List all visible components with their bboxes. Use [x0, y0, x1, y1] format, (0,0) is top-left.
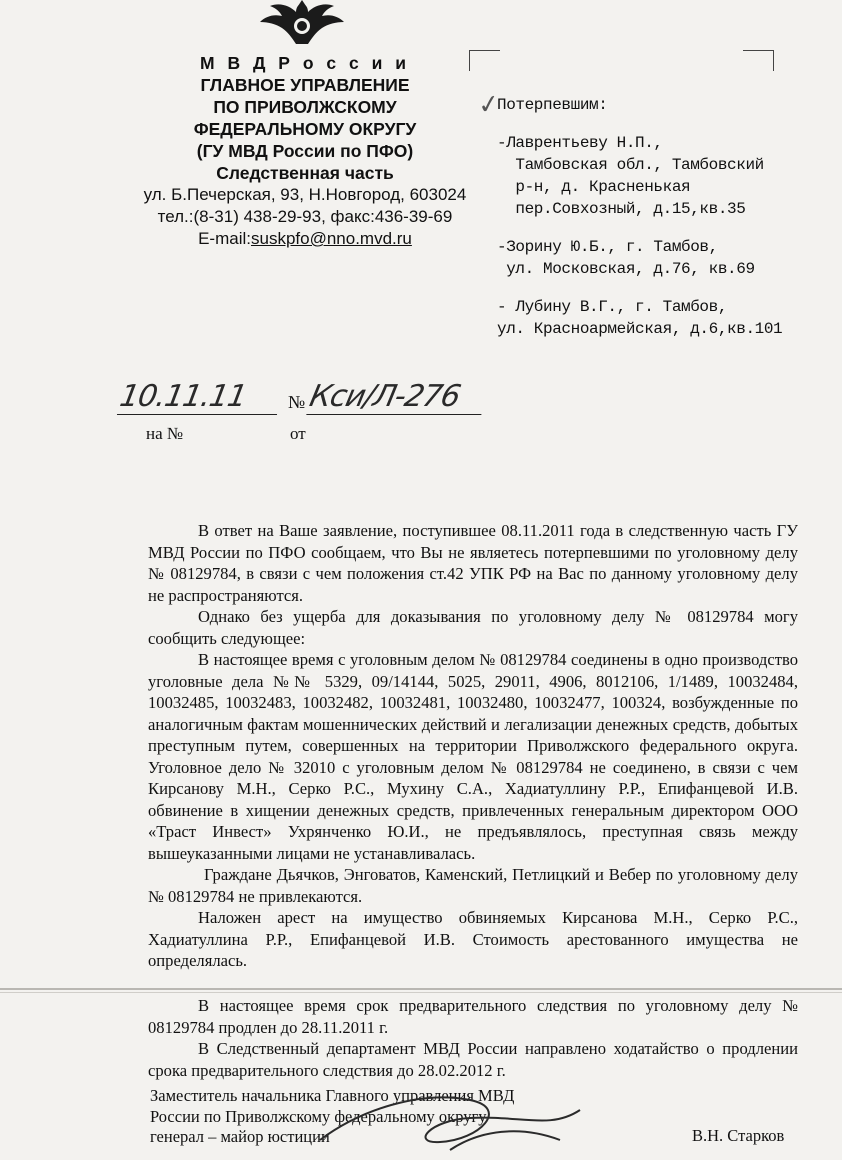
- address-corner-right: [743, 50, 774, 71]
- signer-position-line: России по Приволжскому федеральному округу: [150, 1106, 487, 1126]
- eagle-emblem-icon: [252, 0, 352, 46]
- reply-to-number-label: на №: [146, 424, 184, 443]
- number-sign: №: [288, 392, 306, 412]
- email-label: E-mail:: [198, 229, 251, 248]
- addressee-title: Потерпевшим:: [497, 96, 608, 114]
- addressee-1-address: Тамбовская обл., Тамбовский: [497, 156, 764, 174]
- page-fold-line: [0, 988, 842, 990]
- paragraph: В ответ на Ваше заявление, поступившее 08.11.2011 года в следственную часть ГУ МВД России по ПФО сообщаем, что Вы не являетесь потерпевшими по уголовному делу № 08129784, в связи с чем положения ст.42 УПК РФ на Вас по данному уголовному делу не распространяются.: [148, 521, 798, 605]
- addressee-2-address: ул. Московская, д.76, кв.69: [497, 260, 755, 278]
- outgoing-date-handwritten: 10.11.11: [117, 380, 283, 415]
- paragraph: В настоящее время с уголовным делом № 08129784 соединены в одно производство уголовные дела №№ 5329, 09/14144, 5025, 29011, 4906, 8012106, 1/1489, 10032484, 10032485, 10032483, 10032482, 10032481, 10032480, 10032477, 100324, возбужденные по аналогичным фактам мошеннических действий и легализации денежных средств, добытых преступным путем, совершенных на территории Приволжского федерального округа. Уголовное дело № 32010 с уголовным делом № 08129784 не соединено, в связи с чем Кирсанову М.Н., Серко Р.С., Мухину С.А., Хадиатуллину Р.Р., Епифанцевой И.В. обвинение в хищении денежных средств, привлеченных генеральным директором ООО «Траст Инвест» Ухрянченко Ю.И., не предъявлялось, преступная связь между вышеуказанными лицами не устанавливалась.: [148, 650, 798, 863]
- address-corner-left: [469, 50, 500, 71]
- email-line: [140, 228, 470, 250]
- addressee-block: [497, 94, 817, 340]
- division-name: Следственная часть: [216, 163, 394, 183]
- signer-rank: генерал – майор юстиции: [150, 1127, 330, 1146]
- letter-body-continued: [148, 995, 798, 1081]
- signer-position-line: Заместитель начальника Главного управления МВД: [150, 1086, 515, 1105]
- address-line: ул. Б.Печерская, 93, Н.Новгород, 603024: [143, 185, 467, 204]
- phone-line: тел.:(8-31) 438-29-93, факс:436-39-69: [157, 207, 453, 226]
- addressee-1-address: пер.Совхозный, д.15,кв.35: [497, 200, 746, 218]
- paragraph: В Следственный департамент МВД России направлено ходатайство о продлении срока предварительного следствия до 28.02.2012 г.: [148, 1039, 798, 1080]
- ministry-name: М В Д Р о с с и и: [200, 53, 410, 73]
- paragraph: В настоящее время срок предварительного следствия по уголовному делу № 08129784 продлен до 28.11.2011 г.: [148, 996, 798, 1037]
- signer-name: В.Н. Старков: [692, 1126, 785, 1145]
- addressee-1-address: р-н, д. Красненькая: [497, 178, 691, 196]
- paragraph: Наложен арест на имущество обвиняемых Кирсанова М.Н., Серко Р.С., Хадиатуллина Р.Р., Епифанцевой И.В. Стоимость арестованного имущества не определялась.: [148, 908, 798, 970]
- page-fold-shadow: [0, 992, 842, 993]
- outgoing-number-handwritten: Кси/Л-276: [306, 380, 488, 415]
- department-line-3: ФЕДЕРАЛЬНОМУ ОКРУГУ: [193, 119, 417, 139]
- addressee-2-name: -Зорину Ю.Б., г. Тамбов,: [497, 238, 718, 256]
- handwritten-signature: [300, 1070, 600, 1160]
- reply-to-date-label: от: [290, 424, 306, 443]
- department-abbreviation: (ГУ МВД России по ПФО): [196, 141, 414, 161]
- addressee-1-name: -Лаврентьеву Н.П.,: [497, 134, 663, 152]
- checkmark-icon: ✓: [476, 88, 502, 122]
- letterhead: [140, 52, 470, 250]
- letter-body: [148, 520, 798, 972]
- department-line-1: ГЛАВНОЕ УПРАВЛЕНИЕ: [200, 75, 410, 95]
- addressee-3-name: - Лубину В.Г., г. Тамбов,: [497, 298, 728, 316]
- addressee-3-address: ул. Красноармейская, д.6,кв.101: [497, 320, 783, 338]
- department-line-2: ПО ПРИВОЛЖСКОМУ: [213, 97, 397, 117]
- paragraph: Однако без ущерба для доказывания по уголовному делу № 08129784 могу сообщить следующее:: [148, 607, 798, 648]
- paragraph: Граждане Дьячков, Энговатов, Каменский, Петлицкий и Вебер по уголовному делу № 08129784 не привлекаются.: [148, 865, 798, 906]
- email-link[interactable]: suskpfo@nno.mvd.ru: [251, 229, 412, 248]
